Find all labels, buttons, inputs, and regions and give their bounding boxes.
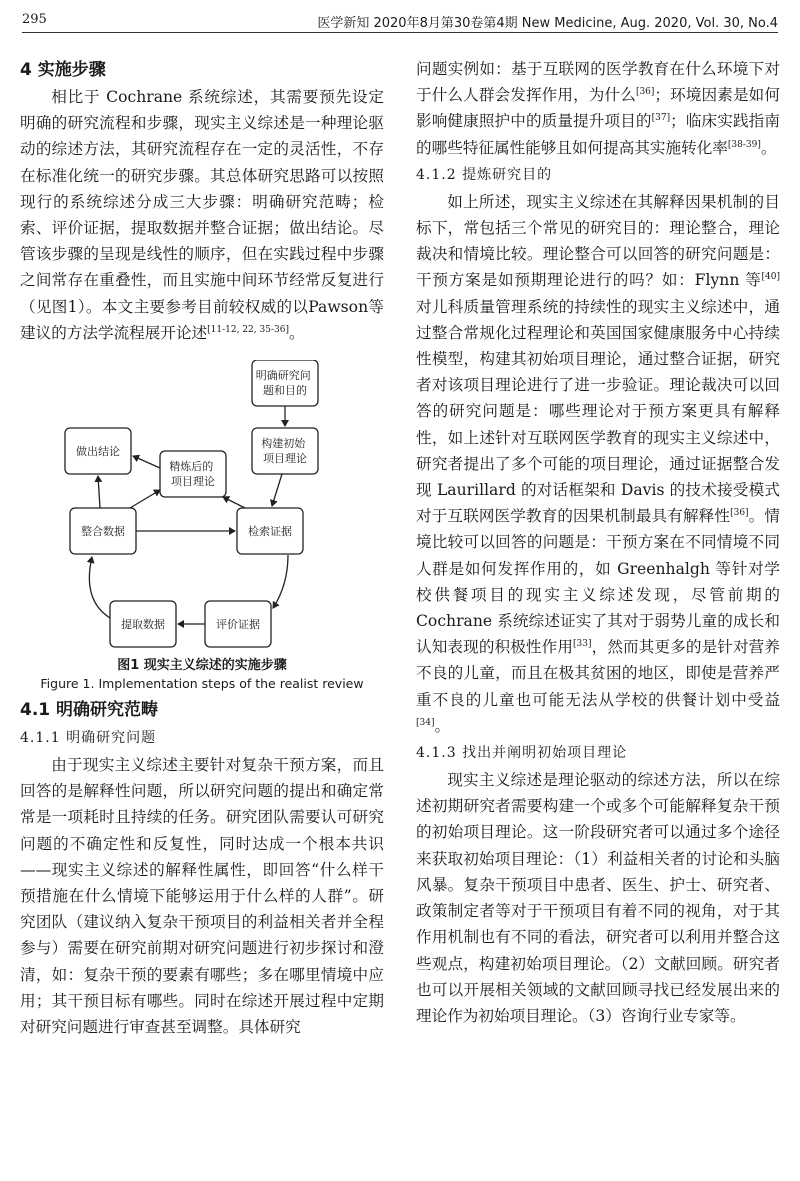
subsection-title: 4.1 明确研究范畴 bbox=[20, 700, 159, 721]
section-title: 4 实施步骤 bbox=[20, 60, 106, 80]
subsubsection-title: 4.1.3 找出并阐明初始项目理论 bbox=[416, 745, 628, 762]
citation: [11-12, 22, 35-36] bbox=[207, 324, 289, 335]
figure-caption-en: Figure 1. Implementation steps of the realist review bbox=[40, 676, 364, 692]
arrow-integrate-refined bbox=[130, 490, 160, 508]
node-search-label: 检索证据 bbox=[248, 525, 292, 539]
subsubsection-title: 4.1.2 提炼研究目的 bbox=[416, 166, 553, 183]
figure-1 bbox=[20, 360, 384, 690]
arrow-extract-integrate bbox=[89, 557, 110, 618]
citation: [36] bbox=[730, 508, 749, 519]
body-paragraph: 由于现实主义综述主要针对复杂干预方案，而且回答的是解释性问题，所以研究问题的提出和确定常常是一项耗时且持续的任务。研究团队需要认可研究问题的不确定性和反复性，同时达成一个根本共识——现实主义综述的解释性属性，即回答“什么样干预措施在什么情境下能够运用于什么样的人群”。研究团队（建议纳入复杂干预项目的利益相关者并全程参与）需要在研究前期对研究问题进行初步探讨和澄清，如：复杂干预的要素有哪些；多在哪里情境中应用；其干预目标有哪些。同时在综述开展过程中定期对研究问题进行审查甚至调整。具体研究 bbox=[20, 756, 384, 1037]
node-define-label: 明确研究问 题和目的 bbox=[255, 369, 311, 398]
node-refined bbox=[160, 451, 226, 497]
body-paragraph: 现实主义综述是理论驱动的综述方法，所以在综述初期研究者需要构建一个或多个可能解释复杂干预的初始项目理论。这一阶段研究者可以通过多个途径来获取初始项目理论：（1）利益相关者的讨论和头脑风暴。复杂干预项目中患者、医生、护士、研究者、政策制定者等对于干预项目有着不同的视角，对于其作用机制也有不同的看法，研究者可以利用并整合这些观点，构建初始项目理论。（2）文献回顾。研究者也可以开展相关领域的文献回顾寻找已经发展出来的理论作为初始项目理论。（3）咨询行业专家等。 bbox=[416, 771, 780, 1025]
citation: [40] bbox=[761, 272, 780, 283]
citation: [37] bbox=[651, 113, 671, 124]
arrow-search-evaluate bbox=[273, 555, 288, 608]
arrow-build-search bbox=[272, 474, 282, 506]
node-refined-label: 精炼后的 项目理论 bbox=[169, 460, 215, 489]
arrow-refined-conclude bbox=[133, 456, 160, 468]
left-column bbox=[20, 56, 384, 1040]
node-conclude-label: 做出结论 bbox=[76, 445, 120, 459]
node-build bbox=[252, 428, 318, 474]
figure-caption-cn: 图1 现实主义综述的实施步骤 bbox=[117, 658, 287, 674]
continued-paragraph: 问题实例如：基于互联网的医学教育在什么环境下对于什么人群会发挥作用，为什么[36]；环境因素是如何影响健康照护中的质量提升项目的[37]；临床实践指南的哪些特征属性能够且如何提高其实施转化率[38-39]。 bbox=[416, 60, 780, 157]
page-number: 295 bbox=[22, 12, 47, 27]
node-build-label: 构建初始 项目理论 bbox=[261, 437, 307, 466]
node-define bbox=[252, 360, 318, 406]
running-header bbox=[22, 10, 778, 33]
node-extract-label: 提取数据 bbox=[121, 618, 165, 632]
flowchart-diagram bbox=[20, 360, 384, 655]
node-integrate-label: 整合数据 bbox=[81, 525, 125, 539]
citation: [38-39] bbox=[727, 139, 761, 150]
subsubsection-title: 4.1.1 明确研究问题 bbox=[20, 730, 157, 747]
citation: [34] bbox=[416, 717, 435, 728]
intro-paragraph: 相比于 Cochrane 系统综述，其需要预先设定明确的研究流程和步骤，现实主义综述是一种理论驱动的综述方法，其研究流程存在一定的灵活性，不存在标准化统一的研究步骤。其总体研究思路可以按照现行的系统综述分成三大步骤：明确研究范畴；检索、评价证据，提取数据并整合证据；做出结论。尽管该步骤的呈现是线性的顺序，但在实践过程中步骤之间常存在重叠性，而且实施中间环节经常反复进行（见图1）。本文主要参考目前较权威的以Pawson等建议的方法学流程展开论述[11-12, 22, 35-36]。 bbox=[20, 88, 384, 342]
arrow-search-refined bbox=[223, 497, 245, 508]
citation: [36] bbox=[635, 87, 655, 98]
journal-info: 医学新知 2020年8月第30卷第4期 New Medicine, Aug. 2020, Vol. 30, No.4 bbox=[317, 16, 778, 31]
body-paragraph: 如上所述，现实主义综述在其解释因果机制的目标下，常包括三个常见的研究目的：理论整合，理论裁决和情境比较。理论整合可以回答的研究问题是：干预方案是如预期理论进行的吗？如：Flynn 等[40]对儿科质量管理系统的持续性的现实主义综述中，通过整合常规化过程理论和英国国家健康服务中心持续性模型，构建其初始项目理论，通过整合证据，研究者对该项目理论进行了进一步验证。理论裁决可以回答的研究问题是：哪些理论对于预方案更具有解释性，如上述针对互联网医学教育的现实主义综述中，研究者提出了多个可能的项目理论，通过证据整合发现 Laurillard 的对话框架和 Davis 的技术接受模式对于互联网医学教育的因果机制最具有解释性[36]。情境比较可以回答的问题是：干预方案在不同情境不同人群是如何发挥作用的，如 Greenhalgh 等针对学校供餐项目的现实主义综述发现，尽管前期的 Cochrane 系统综述证实了其对于弱势儿童的成长和认知表现的积极性作用[33]，然而其更多的是针对营养不良的儿童，而且在极其贫困的地区，即使是营养严重不良的儿童也可能无法从学校的供餐计划中受益[34]。 bbox=[416, 192, 780, 735]
right-column bbox=[416, 56, 780, 1029]
citation: [33] bbox=[573, 639, 592, 650]
arrow-integrate-conclude bbox=[98, 476, 100, 508]
node-evaluate-label: 评价证据 bbox=[216, 618, 260, 632]
